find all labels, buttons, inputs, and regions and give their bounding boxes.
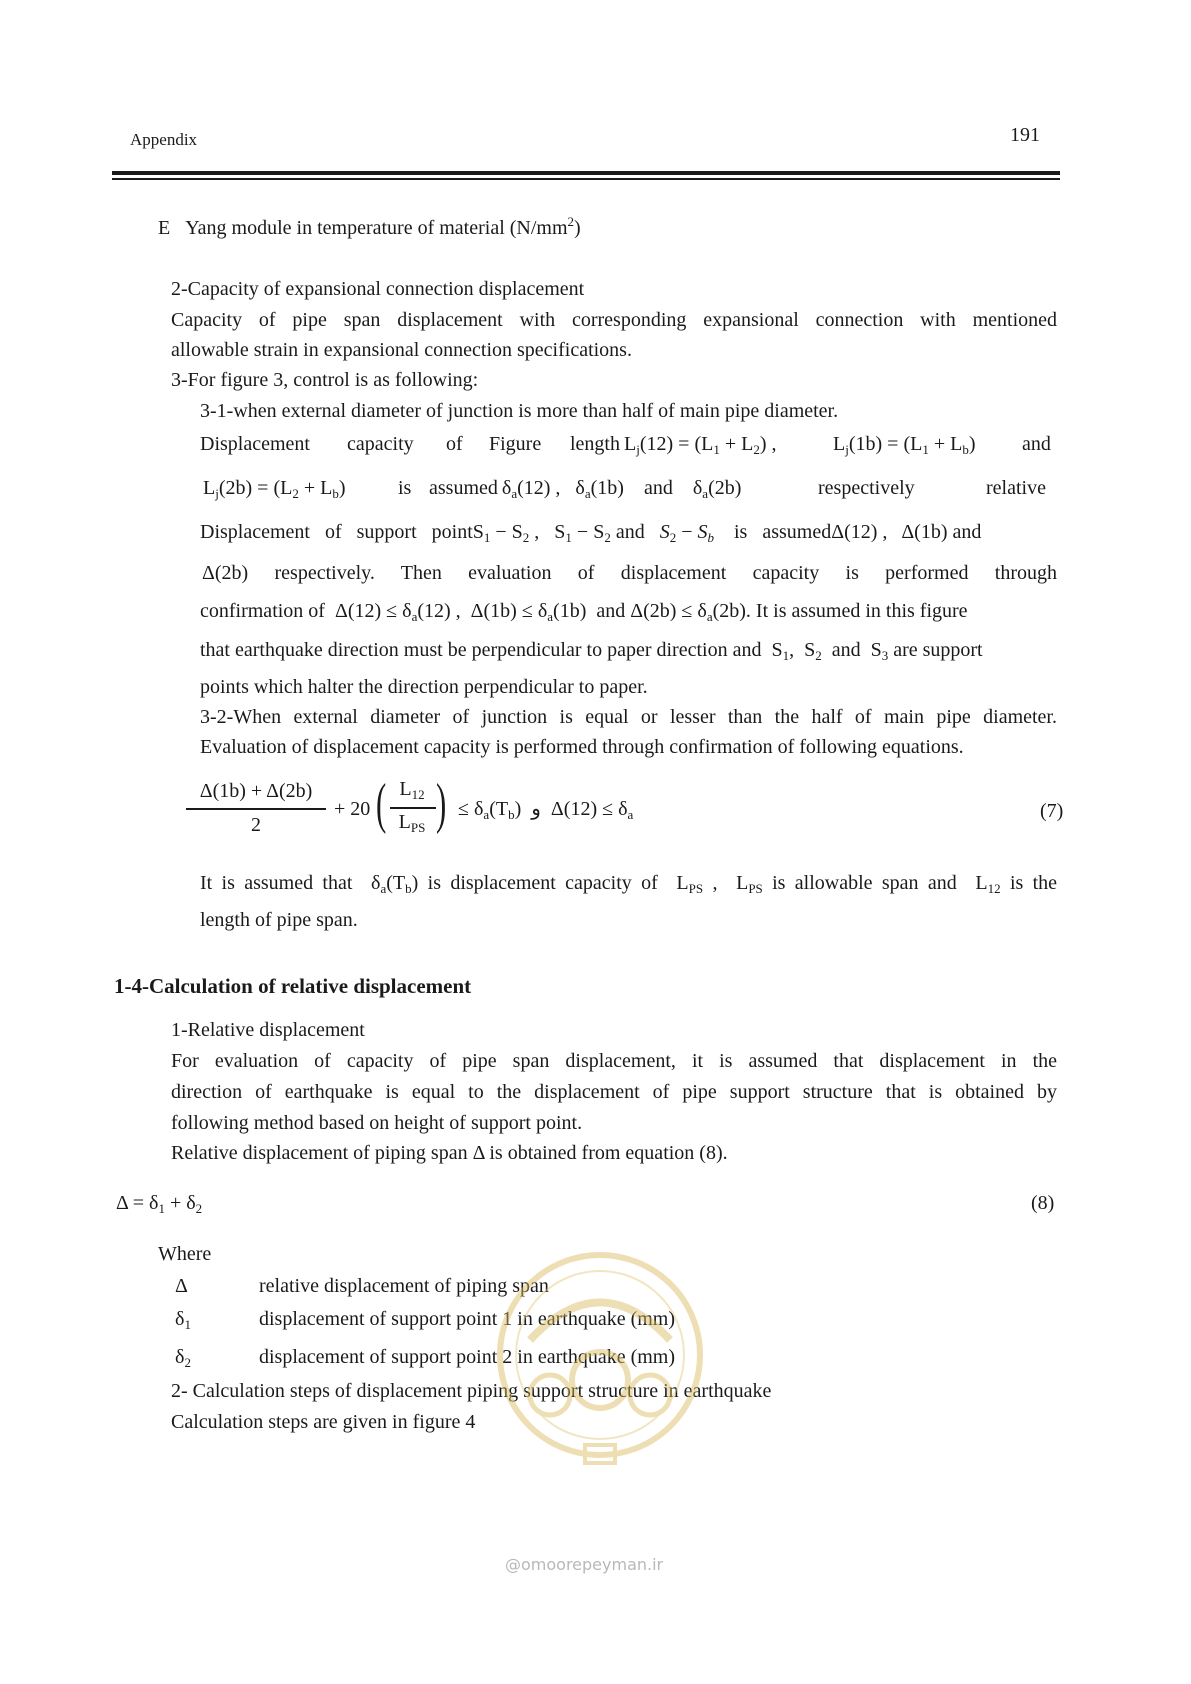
where-label: Where bbox=[158, 1243, 212, 1265]
eq7-tail: ≤ $\delta_a(T_b)$ و $\Delta(12) \le \delta_a$ bbox=[458, 798, 634, 822]
after7-line2: length of pipe span. bbox=[200, 909, 358, 931]
p31-row7: points which halter the direction perpendicular to paper. bbox=[200, 676, 648, 698]
where-symbol-delta: Δ bbox=[175, 1275, 188, 1297]
p31-title: 3-1-when external diameter of junction is more than half of main pipe diameter. bbox=[200, 400, 839, 422]
p3-title: 3-For figure 3, control is as following: bbox=[171, 369, 479, 391]
rel-line4: Relative displacement of piping span Δ is obtained from equation (8). bbox=[171, 1142, 728, 1164]
confirmation-row: confirmation of $\Delta(12) \le \delta_a(12)$ , $\Delta(1b) \le \delta_a(1b)$ and $\Delta(2b) \le \delta_a(2b)$. It is assumed in this figure bbox=[200, 600, 968, 624]
p31-row1: Displacement bbox=[200, 433, 310, 455]
rel-line3: following method based on height of support point. bbox=[171, 1112, 583, 1134]
running-header: Appendix bbox=[130, 130, 198, 149]
lj12-expression: length $L_j(12) = (L_1 + L_2)$ , bbox=[570, 433, 777, 457]
equation-8: $\Delta = \delta_1 + \delta_2$ bbox=[116, 1192, 203, 1216]
earthquake-direction-row: that earthquake direction must be perpendicular to paper direction and $S_1$, $S_2$ and $S_3$ are support bbox=[200, 639, 983, 663]
rel-line1: For evaluation of capacity of pipe span displacement, it is assumed that displacement in the bbox=[171, 1050, 1057, 1072]
eq7-ratio-top: $L_{12}$ bbox=[399, 778, 425, 802]
eq8-number: (8) bbox=[1031, 1192, 1055, 1214]
word-respectively: respectively bbox=[818, 477, 915, 499]
header-rule-thick bbox=[112, 171, 1060, 175]
page-number: 191 bbox=[1010, 124, 1040, 146]
where-desc-delta2: displacement of support point 2 in earthquake (mm) bbox=[259, 1346, 676, 1368]
equation-7 bbox=[180, 773, 1080, 850]
where-desc-delta: relative displacement of piping span bbox=[259, 1275, 549, 1297]
lj1b-expression: $L_j(1b) = (L_1 + L_b)$ bbox=[833, 433, 976, 457]
p31-row4: Δ(2b) respectively. Then evaluation of displacement capacity is performed through bbox=[202, 562, 1057, 584]
rel-line2: direction of earthquake is equal to the displacement of pipe support structure that is obtained by bbox=[171, 1081, 1057, 1103]
support-points-row: Displacement of support pointS$_1$ − $S_2$ , $S_1 - S_2$ and $S_2 - S_b$ is assumedΔ(12) , Δ(1b) and bbox=[200, 521, 982, 545]
word-is: is bbox=[398, 477, 412, 499]
watermark-url: @omoorepeyman.ir bbox=[505, 1555, 664, 1574]
eq7-number: (7) bbox=[1040, 800, 1064, 822]
word-capacity: capacity bbox=[347, 433, 414, 455]
p2-line2: allowable strain in expansional connection specifications. bbox=[171, 339, 632, 361]
header-rule-thin bbox=[112, 178, 1060, 180]
eq7-right-paren: ) bbox=[436, 773, 447, 835]
after7-line1: It is assumed that $\delta_a(T_b)$ is displacement capacity of $L_{PS}$ , $L_{PS}$ is allowable span and $L_{12}$ is the bbox=[200, 872, 1058, 896]
steps-title: 2- Calculation steps of displacement piping support structure in earthquake bbox=[171, 1380, 772, 1402]
eq7-numerator: Δ(1b) + Δ(2b) bbox=[199, 780, 313, 802]
where-symbol-delta2: $\delta_2$ bbox=[175, 1346, 191, 1370]
eq7-ratio-bottom: $L_{PS}$ bbox=[398, 811, 426, 835]
delta-a-list: assumed $\delta_a(12)$ , $\delta_a(1b)$ and $\delta_a(2b)$ bbox=[429, 477, 742, 501]
watermark-seal-icon bbox=[490, 1245, 710, 1485]
steps-line1: Calculation steps are given in figure 4 bbox=[171, 1411, 476, 1433]
p32-line2: Evaluation of displacement capacity is performed through confirmation of following equations. bbox=[200, 736, 964, 758]
eq7-ratio-bar bbox=[390, 807, 436, 809]
rel-title: 1-Relative displacement bbox=[171, 1019, 365, 1041]
eq7-denominator: 2 bbox=[251, 814, 261, 836]
eq7-plus-twenty: + 20 bbox=[334, 798, 371, 820]
section-heading: 1-4-Calculation of relative displacement bbox=[114, 974, 472, 998]
word-relative: relative bbox=[986, 477, 1046, 499]
where-symbol-delta1: $\delta_1$ bbox=[175, 1308, 191, 1332]
e-definition: E Yang module in temperature of material $(N/mm^2)$ bbox=[158, 214, 581, 239]
word-and: and bbox=[1022, 433, 1051, 455]
word-figure: Figure bbox=[489, 433, 542, 455]
eq7-left-paren: ( bbox=[376, 773, 387, 835]
where-desc-delta1: displacement of support point 1 in earthquake (mm) bbox=[259, 1308, 676, 1330]
lj2b-expression: $L_j(2b) = (L_2 + L_b)$ bbox=[203, 477, 346, 501]
p2-line1: Capacity of pipe span displacement with corresponding expansional connection with mentioned bbox=[171, 309, 1057, 331]
p2-title: 2-Capacity of expansional connection displacement bbox=[171, 278, 585, 300]
eq7-fraction-bar bbox=[186, 808, 326, 810]
word-of: of bbox=[446, 433, 463, 455]
p32-line1: 3-2-When external diameter of junction is equal or lesser than the half of main pipe diameter. bbox=[200, 706, 1057, 728]
